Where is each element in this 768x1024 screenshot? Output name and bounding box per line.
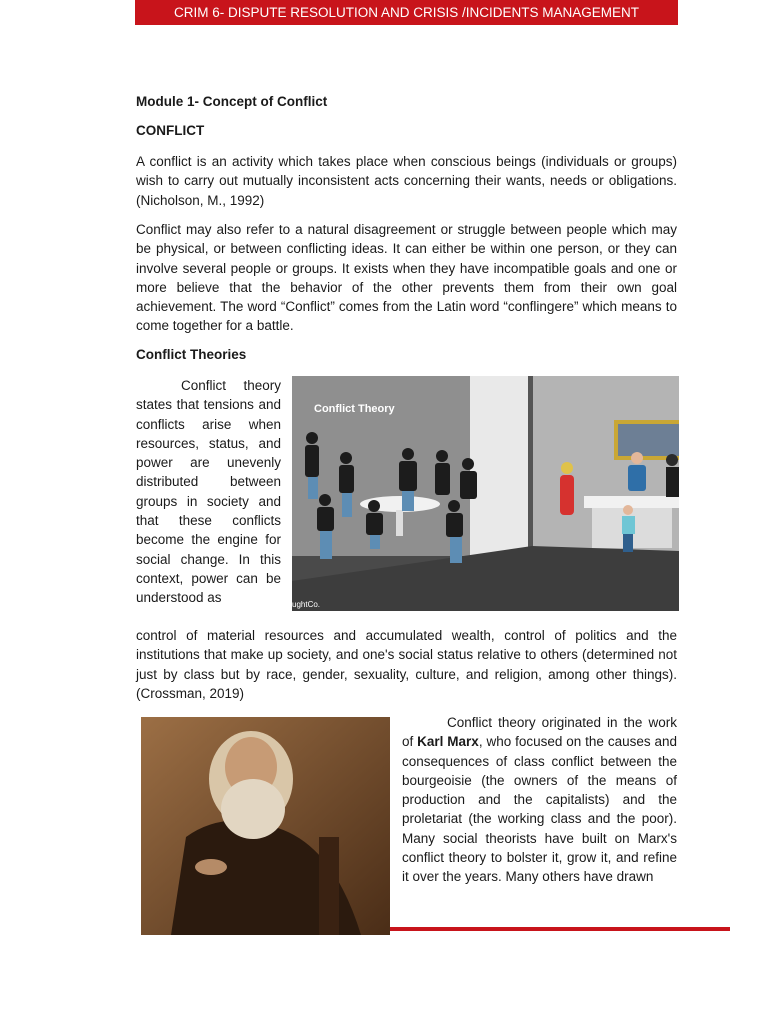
module-title: Module 1- Concept of Conflict [136,94,328,109]
karl-marx-portrait [141,717,390,935]
course-title: CRIM 6- DISPUTE RESOLUTION AND CRISIS /INCIDENTS MANAGEMENT [173,5,640,20]
definition-paragraph: A conflict is an activity which takes place when conscious beings (individuals or groups) wish to carry out mutually inconsistent acts concerning their wants, needs or obligations. (Nicholson, M., 1992) [136,154,677,208]
karl-marx-name: Karl Marx [417,734,479,750]
theory-paragraph-text: Conflict theory states that tensions and conflicts arise when resources, status, and power are unevenly distributed between groups in society and that these conflicts become the engine for social change. In this context, power can be understood as [136,378,281,606]
marx-paragraph-rest: , who focused on the causes and consequences of class conflict between the bourgeoisie (the owners of the means of production and the capitalists) and the proletariat (the working class and the poor). Many social theorists have built on Marx's conflict theory to bolster it, grow it, and refine it over the years. Many others have drawn [402,734,678,885]
karl-marx-paragraph [402,713,677,887]
conflict-description-paragraph: Conflict may also refer to a natural disagreement or struggle between people which may be physical, or between conflicting ideas. It can either be within one person, or they can involve several people or groups. It exists when they have incompatible goals and one or more believe that the behavior of the other prevents them from their own goal achievement. The word “Conflict” comes from the Latin word “conflingere” which means to come together for a battle. [136,222,677,334]
theory-paragraph [136,376,281,608]
theory-paragraph-continued: control of material resources and accumulated wealth, control of politics and the institutions that make up society, and one's social status relative to others (determined not just by class but by race, gender, sexuality, culture, and religion, among other things). (Crossman, 2019) [136,628,677,701]
footer-divider [390,927,730,931]
illustration-credit: ughtCo. [292,600,321,609]
section-title: CONFLICT [136,123,205,138]
conflict-theory-illustration [292,376,679,611]
illustration-label: Conflict Theory [314,403,395,415]
subsection-title: Conflict Theories [136,347,247,362]
course-header-bar [135,0,678,25]
marx-paragraph-intro: Conflict theory originated in the work of [402,715,677,750]
